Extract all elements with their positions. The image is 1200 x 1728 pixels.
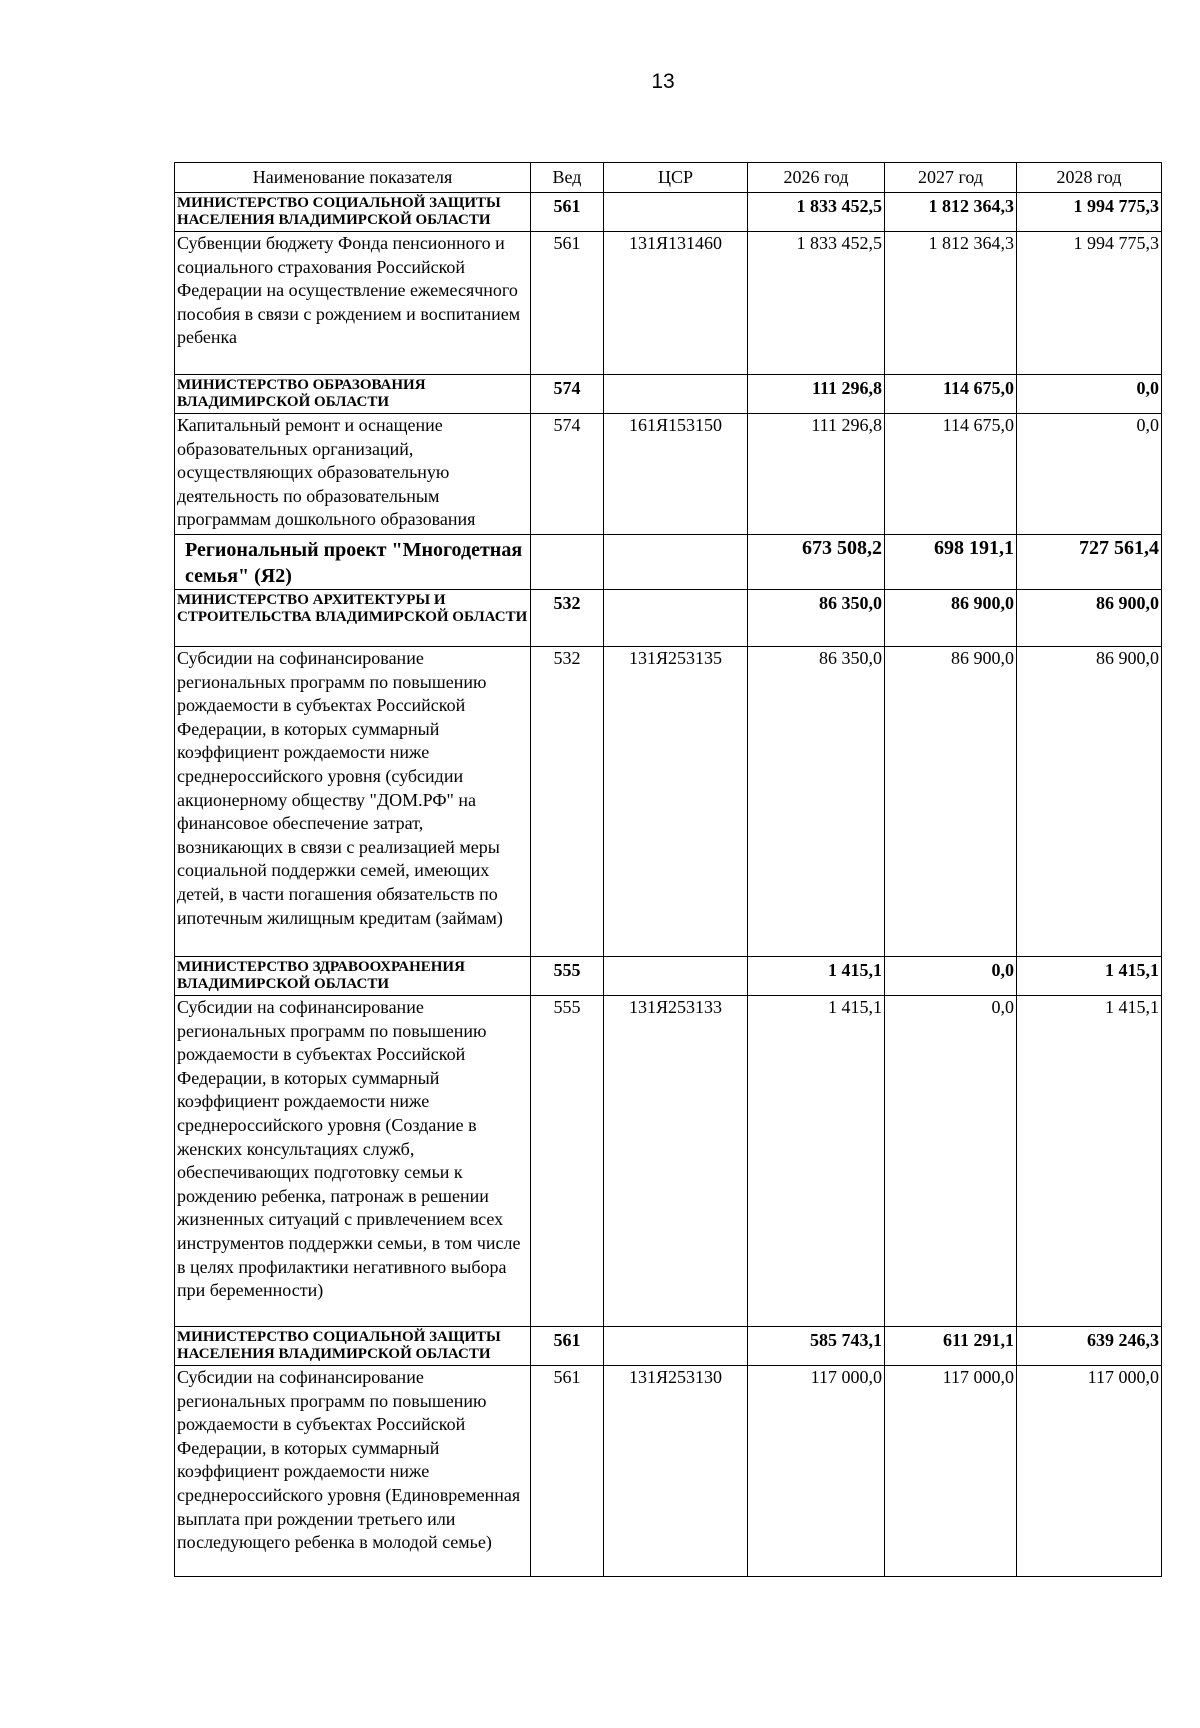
row-2028: 86 900,0 [1017, 647, 1162, 957]
row-2028: 1 994 775,3 [1017, 193, 1162, 232]
table-row-ministry [175, 590, 1162, 647]
row-name: МИНИСТЕРСТВО АРХИТЕКТУРЫ И СТРОИТЕЛЬСТВА ВЛАДИМИРСКОЙ ОБЛАСТИ [175, 590, 531, 647]
row-2027: 0,0 [885, 957, 1017, 996]
row-2028: 1 415,1 [1017, 957, 1162, 996]
row-csr [604, 375, 748, 414]
row-2027: 117 000,0 [885, 1366, 1017, 1577]
row-2028: 0,0 [1017, 375, 1162, 414]
table-row-ministry [175, 957, 1162, 996]
row-2027: 0,0 [885, 996, 1017, 1327]
row-2026: 117 000,0 [748, 1366, 885, 1577]
row-ved: 561 [531, 193, 604, 232]
row-ved: 561 [531, 232, 604, 375]
table-row-item [175, 232, 1162, 375]
header-ved: Вед [531, 163, 604, 193]
row-2026: 1 833 452,5 [748, 193, 885, 232]
table-row-ministry [175, 193, 1162, 232]
header-name: Наименование показателя [175, 163, 531, 193]
row-csr [604, 1327, 748, 1366]
row-csr: 131Я131460 [604, 232, 748, 375]
row-ved: 574 [531, 414, 604, 535]
row-name: МИНИСТЕРСТВО ОБРАЗОВАНИЯ ВЛАДИМИРСКОЙ ОБЛАСТИ [175, 375, 531, 414]
row-ved: 532 [531, 647, 604, 957]
row-name: МИНИСТЕРСТВО СОЦИАЛЬНОЙ ЗАЩИТЫ НАСЕЛЕНИЯ ВЛАДИМИРСКОЙ ОБЛАСТИ [175, 193, 531, 232]
row-2028: 86 900,0 [1017, 590, 1162, 647]
header-2028: 2028 год [1017, 163, 1162, 193]
row-csr: 131Я253133 [604, 996, 748, 1327]
row-ved [531, 535, 604, 590]
row-2028: 1 415,1 [1017, 996, 1162, 1327]
row-2027: 698 191,1 [885, 535, 1017, 590]
row-2026: 1 415,1 [748, 957, 885, 996]
header-2026: 2026 год [748, 163, 885, 193]
table-header-row [175, 163, 1162, 193]
row-2027: 114 675,0 [885, 414, 1017, 535]
row-name: Субсидии на софинансирование региональных программ по повышению рождаемости в субъектах Российской Федерации, в которых суммарный коэффициент рождаемости ниже среднероссийского уровня (субсидии акционерному обществу "ДОМ.РФ" на финансовое обеспечение затрат, возникающих в связи с реализацией меры социальной поддержки семей, имеющих детей, в части погашения обязательств по ипотечным жилищным кредитам (займам) [175, 647, 531, 957]
row-ved: 561 [531, 1327, 604, 1366]
table-row-project [175, 535, 1162, 590]
row-name: Субсидии на софинансирование региональных программ по повышению рождаемости в субъектах Российской Федерации, в которых суммарный коэффициент рождаемости ниже среднероссийского уровня (Создание в женских консультациях служб, обеспечивающих подготовку семьи к рождению ребенка, патронаж в решении жизненных ситуаций с привлечением всех инструментов поддержки семьи, в том числе в целях профилактики негативного выбора при беременности) [175, 996, 531, 1327]
row-csr [604, 590, 748, 647]
row-csr: 131Я253135 [604, 647, 748, 957]
row-2027: 611 291,1 [885, 1327, 1017, 1366]
row-name: Субсидии на софинансирование региональных программ по повышению рождаемости в субъектах Российской Федерации, в которых суммарный коэффициент рождаемости ниже среднероссийского уровня (Единовременная выплата при рождении третьего или последующего ребенка в молодой семье) [175, 1366, 531, 1577]
row-2027: 86 900,0 [885, 590, 1017, 647]
row-2026: 1 833 452,5 [748, 232, 885, 375]
row-2027: 1 812 364,3 [885, 232, 1017, 375]
table-row-ministry [175, 1327, 1162, 1366]
table-row-ministry [175, 375, 1162, 414]
row-2028: 639 246,3 [1017, 1327, 1162, 1366]
row-2028: 1 994 775,3 [1017, 232, 1162, 375]
table-row-item [175, 647, 1162, 957]
row-2026: 86 350,0 [748, 647, 885, 957]
table-row-item [175, 414, 1162, 535]
row-2026: 585 743,1 [748, 1327, 885, 1366]
row-name: МИНИСТЕРСТВО ЗДРАВООХРАНЕНИЯ ВЛАДИМИРСКОЙ ОБЛАСТИ [175, 957, 531, 996]
row-ved: 574 [531, 375, 604, 414]
table-row-item [175, 996, 1162, 1327]
row-csr [604, 535, 748, 590]
page-number: 13 [651, 70, 675, 93]
row-2026: 1 415,1 [748, 996, 885, 1327]
row-2026: 86 350,0 [748, 590, 885, 647]
row-name: Региональный проект "Многодетная семья" (Я2) [175, 535, 531, 590]
row-ved: 555 [531, 996, 604, 1327]
row-2026: 111 296,8 [748, 375, 885, 414]
header-csr: ЦСР [604, 163, 748, 193]
row-ved: 532 [531, 590, 604, 647]
row-name: Капитальный ремонт и оснащение образовательных организаций, осуществляющих образовательную деятельность по образовательным программам дошкольного образования [175, 414, 531, 535]
budget-table [174, 162, 1162, 1577]
row-csr: 131Я253130 [604, 1366, 748, 1577]
row-name: Субвенции бюджету Фонда пенсионного и социального страхования Российской Федерации на осуществление ежемесячного пособия в связи с рождением и воспитанием ребенка [175, 232, 531, 375]
row-2028: 727 561,4 [1017, 535, 1162, 590]
row-csr [604, 957, 748, 996]
row-2027: 86 900,0 [885, 647, 1017, 957]
row-2027: 1 812 364,3 [885, 193, 1017, 232]
row-csr: 161Я153150 [604, 414, 748, 535]
row-2027: 114 675,0 [885, 375, 1017, 414]
row-ved: 561 [531, 1366, 604, 1577]
header-2027: 2027 год [885, 163, 1017, 193]
row-2026: 673 508,2 [748, 535, 885, 590]
row-name: МИНИСТЕРСТВО СОЦИАЛЬНОЙ ЗАЩИТЫ НАСЕЛЕНИЯ ВЛАДИМИРСКОЙ ОБЛАСТИ [175, 1327, 531, 1366]
row-ved: 555 [531, 957, 604, 996]
table-row-item [175, 1366, 1162, 1577]
row-2028: 0,0 [1017, 414, 1162, 535]
row-2028: 117 000,0 [1017, 1366, 1162, 1577]
row-2026: 111 296,8 [748, 414, 885, 535]
row-csr [604, 193, 748, 232]
